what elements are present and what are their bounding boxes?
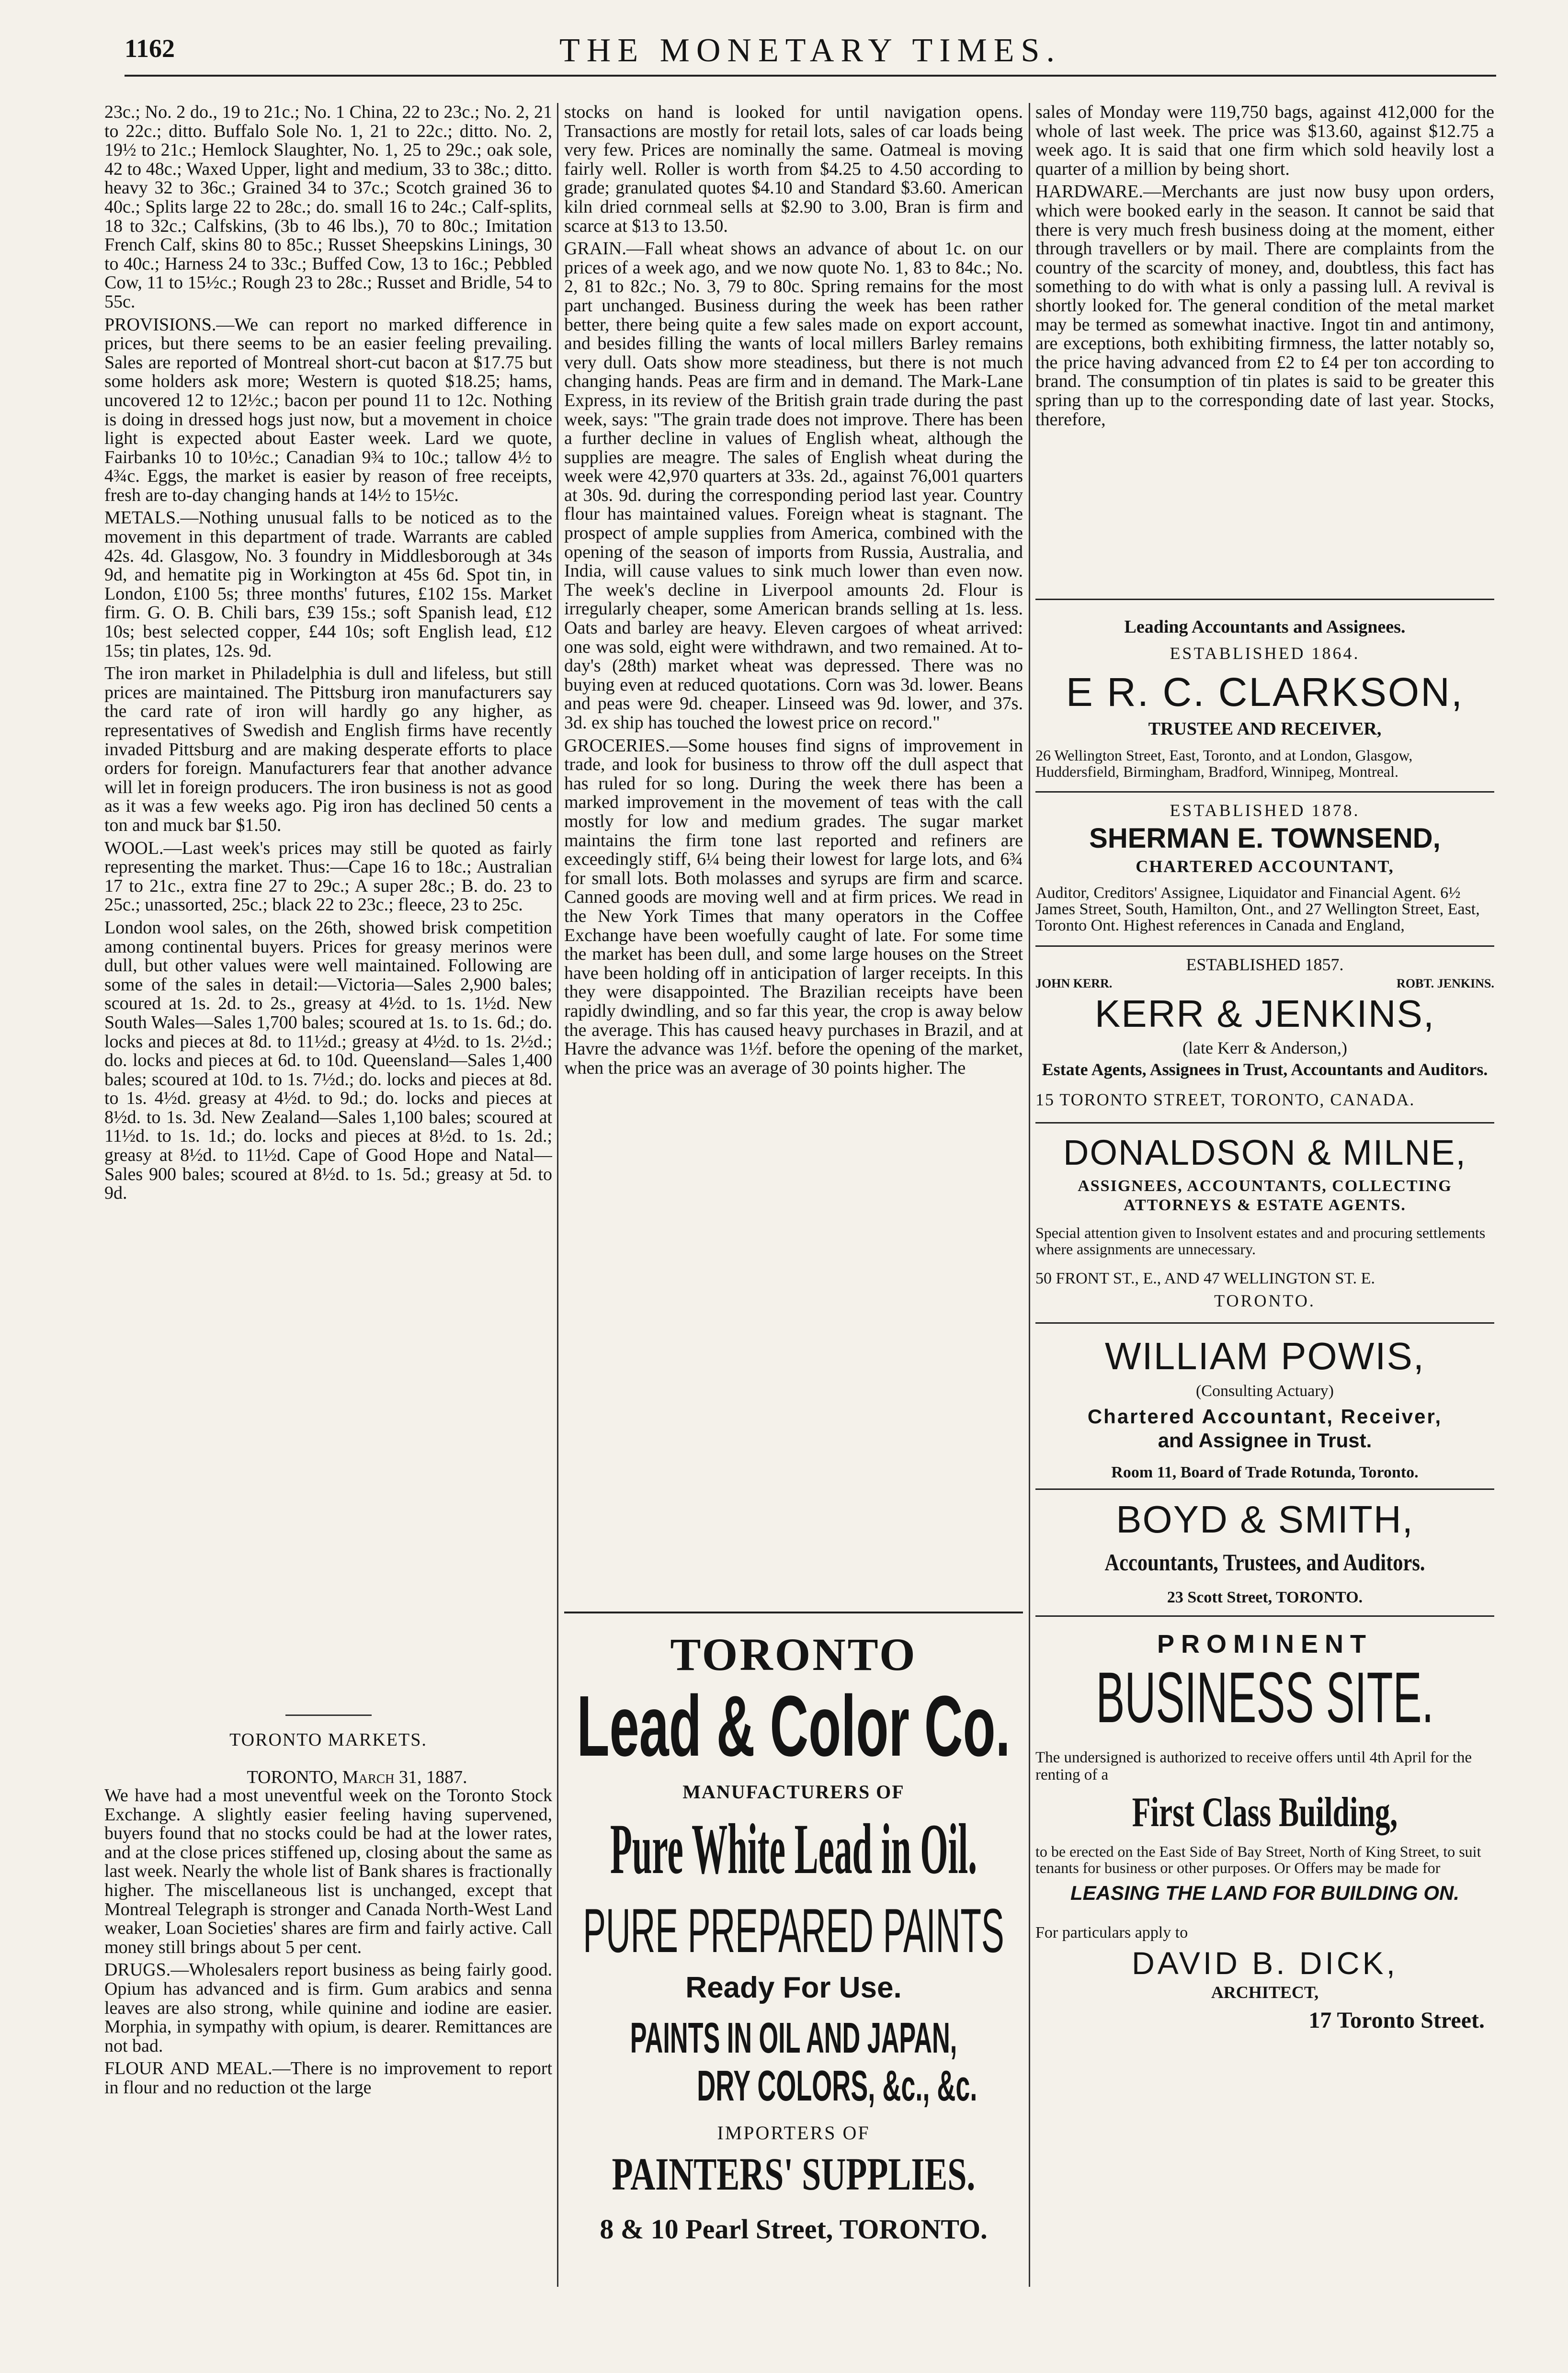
article-paragraph: METALS.—Nothing unusual falls to be noticed as to the movement in this department of trade. Warrants are cabled 42s. 4d. Glasgow, No. 3 foundry in Middlesborough at 34s 9d, and hematite pig in Workington at 45s 6d. Spot tin, in London, £100 5s; three months' futures, £102 15s. Market firm. G. O. B. Chili bars, £39 15s.; soft Spanish lead, £12 10s; best selected copper, £44 10s; soft English lead, £12 15s; tin plates, 12s. 9d. [104,508,552,661]
column-1 [104,103,552,1698]
kerr-established: ESTABLISHED 1857. [1186,955,1344,974]
article-paragraph: We have had a most uneventful week on the Toronto Stock Exchange. A slightly easier feeling having supervened, buyers found that no stocks could be had at the lower rates, and at the close prices stiffened up, closing about the same as last week. Nearly the whole list of Bank shares is fractionally higher. The miscellaneous list is unchanged, except that Montreal Telegraph is stronger and Canada North-West Land weaker, Loan Societies' shares are firm and fairly active. Call money still brings about 5 per cent. [104,1786,552,1957]
ad-line-painters-supplies: PAINTERS' SUPPLIES. [612,2148,976,2200]
business-site-desc: to be erected on the East Side of Bay Street, North of King Street, to suit tenants for business or other purposes. Or Offers may be made for [1035,1843,1481,1876]
clarkson-role: TRUSTEE AND RECEIVER, [1148,719,1382,739]
kerr-partner-right: ROBT. JENKINS. [1397,976,1494,990]
divider [1035,791,1494,793]
article-paragraph: GRAIN.—Fall wheat shows an advance of about 1c. on our prices of a week ago, and we now quote No. 1, 83 to 84c.; No. 2, 81 to 82c.; No. 3, 79 to 80c. Spring remains for the most part unchanged. Business during the week has been rather better, there being quite a few sales made on export account, and besides filling the wants of local millers Barley remains very dull. Oats show more steadiness, but there is not much changing hands. Peas are firm and in demand. The Mark-Lane Express, in its review of the British grain trade during the past week, says: "The grain trade does not improve. There has been a further decline in values of English wheat, although the supplies are meagre. The sales of English wheat during the week were 42,970 quarters at 33s. 2d., against 76,001 quarters at 30s. 9d. during the corresponding period last year. Country flour has maintained values. Foreign wheat is stagnant. The prospect of ample supplies from America, combined with the opening of the season of imports from Russia, Australia, and India, will cause values to sink much lower than even now. The week's decline in Liverpool amounts 2d. Flour is irregularly cheaper, some American brands selling at 1s. less. Oats and barley are heavy. Eleven cargoes of wheat arrived: one was sold, eight were withdrawn, and two remained. At to-day's (28th) market wheat was depressed. There was no buying even at reduced quotations. Corn was 3d. lower. Beans and peas were 9d. cheaper. Linseed was 9d. lower, and 37s. 3d. ex ship has touched the lowest price on record." [564,238,1023,733]
powis-address: Room 11, Board of Trade Rotunda, Toronto. [1111,1464,1419,1481]
ad-line-importers: IMPORTERS OF [717,2122,870,2144]
boyd-role: Accountants, Trustees, and Auditors. [1104,1549,1425,1576]
article-paragraph: 23c.; No. 2 do., 19 to 21c.; No. 1 China, 22 to 23c.; No. 2, 21 to 22c.; ditto. Buffalo Sole No. 1, 21 to 22c.; ditto. No. 2, 19½ to 21c.; Hemlock Slaughter, No. 1, 25 to 29c.; oak sole, 42 to 48c.; Waxed Upper, light and medium, 33 to 38c.; ditto. heavy 32 to 36c.; Grained 34 to 37c.; Scotch grained 36 to 40c.; Splits large 22 to 28c.; do. small 16 to 24c.; Calf-splits, 18 to 32c.; Calfskins, (3b to 46 lbs.), 70 to 80c.; Imitation French Calf, skins 80 to 85c.; Russet Sheepskins Linings, 30 to 40c.; Harness 24 to 33c.; Buffed Cow, 13 to 16c.; Pebbled Cow, 11 to 15½c.; Rough 23 to 28c.; Russet and Bridle, 54 to 55c. [104,103,552,312]
article-paragraph: GROCERIES.—Some houses find signs of improvement in trade, and look for business to throw off the dull aspect that has ruled for so long. During the week there has been a marked improvement in the movement of teas with the call mostly for low and medium grades. The sugar market maintains the firm tone last reported and refiners are exceedingly stiff, 6¼ being their lowest for large lots, and 6¾ for small lots. Both molasses and syrups are firm and scarce. Canned goods are moving well and at firm prices. We read in the New York Times that many operators in the Coffee Exchange have been woefully caught of late. For some time the market has been dull, and some large houses on the Street have been holding off in anticipation of larger receipts. In this they were disappointed. The Brazilian receipts have been rapidly dwindling, and so far this year, the crop is away below the average. This has caused heavy purchases in Brazil, and at Havre the advance was 1½f. before the opening of the market, when the price was an average of 30 points higher. The [564,735,1023,1078]
article-paragraph: The iron market in Philadelphia is dull and lifeless, but still prices are maintained. The Pittsburg iron manufacturers say the card rate of iron will hardly go any higher, as representatives of Swedish and English firms have recently invaded Pittsburg and are making desperate efforts to place orders for foreign. Manufacturers fear that another advance will let in foreign producers. The iron business is not as good as it was a few weeks ago. Pig iron has declined 50 cents a ton and muck bar $1.50. [104,663,552,835]
column-2 [564,103,1023,1592]
divider [1035,945,1494,947]
kerr-role: Estate Agents, Assignees in Trust, Accountants and Auditors. [1042,1060,1488,1079]
directory-title: Leading Accountants and Assignees. [1124,617,1406,637]
ad-line-ready: Ready For Use. [685,1971,902,2004]
divider [1035,1615,1494,1617]
column-1-continued [104,1786,552,2282]
article-paragraph: PROVISIONS.—We can report no marked difference in prices, but there seems to be an easier feeling prevailing. Sales are reported of Montreal short-cut bacon at $17.75 but some holders ask more; Western is quoted $18.25; hams, uncovered 12 to 12½c.; bacon per pound 11 to 12c. Nothing is doing in dressed hogs just now, but a movement in choice light is expected about Easter week. Lard we quote, Fairbanks 10 to 10½c.; Canadian 9¾ to 10c.; tallow 4½ to 4¾c. Eggs, the market is easier by reason of free receipts, fresh are to-day changing hands at 14½ to 15½c. [104,314,552,505]
article-paragraph: HARDWARE.—Merchants are just now busy upon orders, which were booked early in the season. It cannot be said that there is very much fresh business doing at the moment, either through travellers or by mail. There are complaints from the country of the scarcity of money, and, doubtless, this fact has something to do with what is only a passing lull. A revival is shortly looked for. The general condition of the metal market may be termed as somewhat inactive. Ingot tin and antimony, are exceptions, both exhibiting firmness, the latter notably so, the price having advanced from £2 to £4 per ton according to brand. The consumption of tin plates is said to be greater this spring than up to the corresponding date of last year. Stocks, therefore, [1035,182,1494,430]
page-header [125,29,1496,77]
divider [1035,1488,1494,1490]
townsend-role: CHARTERED ACCOUNTANT, [1136,857,1394,876]
page-number: 1162 [125,34,175,63]
column-divider [1029,103,1030,2287]
boyd-address: 23 Scott Street, TORONTO. [1167,1589,1363,1606]
townsend-established: ESTABLISHED 1878. [1170,801,1360,820]
powis-name: WILLIAM POWIS, [1104,1335,1425,1377]
kerr-partners [1035,976,1494,991]
business-site-headline: BUSINESS SITE. [1096,1657,1434,1737]
article-paragraph: DRUGS.—Wholesalers report business as being fairly good. Opium has advanced and is firm. Gum arabics and senna leaves are also strong, while quinine and iodine are easier. Morphia, in sympathy with opium, is dearer. Remittances are not bad. [104,1960,552,2056]
clarkson-established: ESTABLISHED 1864. [1170,644,1360,663]
kerr-former: (late Kerr & Anderson,) [1182,1038,1347,1057]
article-paragraph: stocks on hand is looked for until navigation opens. Transactions are mostly for retail lots, sales of car loads being very few. Prices are nominally the same. Oatmeal is moving fairly well. Roller is worth from $4.25 to 4.50 according to grade; granulated quotes $4.10 and Standard $3.60. American kiln dried cornmeal sells at $2.90 to 3.00, Bran is firm and scarce at $13 to 13.50. [564,103,1023,236]
section-heading: TORONTO MARKETS. [229,1730,427,1750]
ad-line-address: 8 & 10 Pearl Street, TORONTO. [600,2214,988,2245]
donaldson-note: Special attention given to Insolvent estates and and procuring settlements where assignments are unnecessary. [1035,1224,1486,1258]
townsend-name: SHERMAN E. TOWNSEND, [1089,823,1441,854]
section-dateline: TORONTO, March 31, 1887. [247,1767,467,1787]
ad-line-manufacturers: MANUFACTURERS OF [682,1781,905,1803]
donaldson-role: ASSIGNEES, ACCOUNTANTS, COLLECTING ATTORNEYS & ESTATE AGENTS. [1078,1177,1452,1214]
powis-sub: (Consulting Actuary) [1195,1382,1334,1400]
business-site-intro: The undersigned is authorized to receive offers until 4th April for the renting of a [1035,1749,1472,1783]
business-site-leasing: LEASING THE LAND FOR BUILDING ON. [1070,1882,1459,1904]
prominent-label: PROMINENT [1157,1630,1373,1658]
business-site-building: First Class Building, [1132,1789,1398,1836]
ad-line-prepared-paints: PURE PREPARED PAINTS [583,1896,1004,1965]
kerr-partner-left: JOHN KERR. [1035,976,1113,990]
donaldson-name: DONALDSON & MILNE, [1063,1133,1466,1172]
powis-role-2: and Assignee in Trust. [1158,1429,1372,1452]
accountants-directory [1035,599,1494,2033]
article-paragraph: FLOUR AND MEAL.—There is no improvement to report in flour and no reduction ot the large [104,2058,552,2098]
townsend-details: Auditor, Creditors' Assignee, Liquidator and Financial Agent. 6½ James Street, South, Hamilton, Ont., and 27 Wellington Street, East, Toronto Ont. Highest references in Canada and England, [1035,884,1480,934]
article-paragraph: WOOL.—Last week's prices may still be quoted as fairly representing the market. Thus:—Cape 16 to 18c.; Australian 17 to 21c., extra fine 27 to 29c.; A super 28c.; B. do. 23 to 25c.; unassorted, 25c.; black 22 to 23c.; fleece, 23 to 25c. [104,838,552,915]
masthead-title: THE MONETARY TIMES. [559,32,1061,69]
article-paragraph: sales of Monday were 119,750 bags, against 412,000 for the whole of last week. The price was $13.60, against $12.75 a week ago. It is said that one firm which sold heavily lost a quarter of a million by being short. [1035,103,1494,179]
ad-line-toronto: TORONTO [670,1629,917,1680]
divider [1035,599,1494,600]
ad-line-paints-oil: PAINTS IN OIL AND JAPAN, [630,2014,957,2062]
column-divider [557,103,558,2287]
kerr-address: 15 TORONTO STREET, TORONTO, CANADA. [1035,1090,1415,1109]
business-site-contact: DAVID B. DICK, [1132,1945,1398,1981]
kerr-name: KERR & JENKINS, [1094,992,1435,1035]
powis-role: Chartered Accountant, Receiver, [1087,1405,1443,1428]
column-3 [1035,103,1494,601]
business-site-particulars: For particulars apply to [1035,1924,1188,1942]
business-site-address: 17 Toronto Street. [1308,2008,1485,2033]
business-site-title: ARCHITECT, [1211,1983,1319,2002]
ad-line-dry-colors: DRY COLORS, &c., &c. [697,2062,977,2110]
divider [1035,1322,1494,1324]
clarkson-address: 26 Wellington Street, East, Toronto, and at London, Glasgow, Huddersfield, Birmingham, Bradford, Winnipeg, Montreal. [1035,747,1413,780]
ad-line-white-lead: Pure White Lead in Oil. [610,1809,977,1889]
donaldson-city: TORONTO. [1214,1291,1316,1310]
clarkson-name: E R. C. CLARKSON, [1066,670,1464,715]
toronto-lead-color-ad [564,1612,1023,2287]
boyd-name: BOYD & SMITH, [1116,1498,1414,1541]
section-divider [285,1714,372,1716]
article-paragraph: London wool sales, on the 26th, showed brisk competition among continental buyers. Prices for greasy merinos were dull, but other values were well maintained. Following are some of the sales in detail:—Victoria—Sales 2,900 bales; scoured at 1s. 2d. to 2s., greasy at 4½d. to 1s. 1½d. New South Wales—Sales 1,700 bales; scoured at 1s. to 1s. 6d.; do. locks and pieces at 8d. to 11½d.; greasy at 4½d. to 1s. 2½d.; do. locks and pieces at 6d. to 10d. Queensland—Sales 1,400 bales; scoured at 10d. to 1s. 7½d.; do. locks and pieces at 8d. to 1s. 4½d. greasy at 4½d. to 9d.; do. locks and pieces at 8½d. to 1s. 3d. New Zealand—Sales 1,100 bales; scoured at 11½d. to 1s. 1d.; do. locks and pieces at 8½d. to 1s. 2d.; greasy at 8½d. to 11½d. Cape of Good Hope and Natal—Sales 900 bales; scoured at 8½d. to 1s. 5d.; greasy at 5d. to 9d. [104,917,552,1204]
donaldson-address: 50 FRONT ST., E., AND 47 WELLINGTON ST. E. [1035,1270,1375,1287]
ad-company-name: Lead & Color Co. [577,1678,1011,1774]
divider [1035,1122,1494,1124]
